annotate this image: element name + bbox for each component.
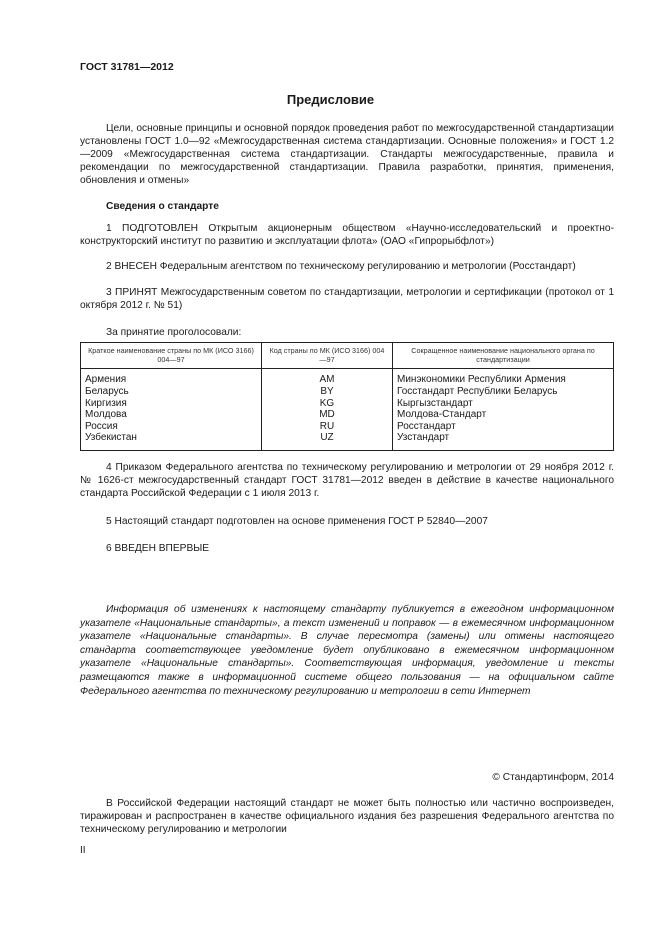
item-introduced: 6 ВВЕДЕН ВПЕРВЫЕ bbox=[106, 543, 210, 554]
body-cell: Узстандарт bbox=[393, 432, 614, 450]
item-adopted: 3 ПРИНЯТ Межгосударственным советом по стандартизации, метрологии и сертификации (протокол от 1 октября 2012 г. № 51) bbox=[80, 287, 614, 311]
code-cell: BY bbox=[262, 386, 393, 398]
country-cell: Россия bbox=[81, 421, 262, 433]
table-row bbox=[81, 421, 614, 433]
code-cell: UZ bbox=[262, 432, 393, 450]
voted-label: За принятие проголосовали: bbox=[106, 327, 242, 338]
table-row bbox=[81, 432, 614, 450]
intro-paragraph: Цели, основные принципы и основной порядок проведения работ по межгосударственной стандартизации установлены ГОСТ 1.0—92 «Межгосударственная система стандартизации. Основные положения» и ГОСТ 1.2—2009 «Межгосударственная система стандартизации. Стандарты межгосударственные, правила и рекомендации по межгосударственной стандартизации. Правила разработки, принятия, применения, обновления и отмены» bbox=[80, 123, 614, 186]
code-cell: KG bbox=[262, 398, 393, 410]
copyright: © Стандартинформ, 2014 bbox=[492, 772, 614, 783]
page-number: II bbox=[80, 845, 86, 856]
code-cell: MD bbox=[262, 409, 393, 421]
voting-states-table bbox=[80, 342, 614, 451]
section-heading: Сведения о стандарте bbox=[106, 201, 219, 212]
document-code: ГОСТ 31781—2012 bbox=[80, 61, 174, 73]
item-basis: 5 Настоящий стандарт подготовлен на основе применения ГОСТ Р 52840—2007 bbox=[106, 516, 488, 527]
body-cell: Молдова-Стандарт bbox=[393, 409, 614, 421]
table-header-country: Краткое наименование страны по МК (ИСО 3166) 004—97 bbox=[81, 343, 262, 369]
country-cell: Армения bbox=[81, 369, 262, 386]
body-cell: Госстандарт Республики Беларусь bbox=[393, 386, 614, 398]
reproduction-notice: В Российской Федерации настоящий стандарт не может быть полностью или частично воспроизведен, тиражирован и распространен в качестве официального издания без разрешения Федерального агентства по техническому регулированию и метрологии bbox=[80, 798, 614, 835]
table-header-body: Сокращенное наименование национального органа по стандартизации bbox=[393, 343, 614, 369]
changes-info-notice: Информация об изменениях к настоящему стандарту публикуется в ежегодном информационном указателе «Национальные стандарты», а текст изменений и поправок — в ежемесячном информационном указателе «Национальные стандарты». В случае пересмотра (замены) или отмены настоящего стандарта соответствующее уведомление будет опубликовано в ежемесячном информационном указателе «Национальные стандарты». Соответствующая информация, уведомление и тексты размещаются также в информационной системе общего пользования — на официальном сайте Федерального агентства по техническому регулированию и метрологии в сети Интернет bbox=[80, 604, 614, 697]
code-cell: RU bbox=[262, 421, 393, 433]
table-header-code: Код страны по МК (ИСО 3166) 004—97 bbox=[262, 343, 393, 369]
page-title: Предисловие bbox=[286, 92, 375, 107]
country-cell: Молдова bbox=[81, 409, 262, 421]
item-prepared: 1 ПОДГОТОВЛЕН Открытым акционерным обществом «Научно-исследовательский и проектно-конструкторский институт по развитию и эксплуатации флота» (ОАО «Гипрорыбфлот») bbox=[80, 223, 614, 247]
country-cell: Беларусь bbox=[81, 386, 262, 398]
table-row bbox=[81, 386, 614, 398]
item-submitted: 2 ВНЕСЕН Федеральным агентством по техническому регулированию и метрологии (Росстандарт) bbox=[106, 261, 576, 272]
item-enacted: 4 Приказом Федерального агентства по техническому регулированию и метрологии от 29 ноября 2012 г. № 1626-ст межгосударственный стандарт ГОСТ 31781—2012 введен в действие в качестве национального стандарта Российской Федерации с 1 июля 2013 г. bbox=[80, 462, 614, 499]
body-cell: Росстандарт bbox=[393, 421, 614, 433]
table-row bbox=[81, 398, 614, 410]
country-cell: Узбекистан bbox=[81, 432, 262, 450]
body-cell: Минэкономики Республики Армения bbox=[393, 369, 614, 386]
table-row bbox=[81, 369, 614, 386]
body-cell: Кыргызстандарт bbox=[393, 398, 614, 410]
code-cell: AM bbox=[262, 369, 393, 386]
country-cell: Киргизия bbox=[81, 398, 262, 410]
table-row bbox=[81, 409, 614, 421]
